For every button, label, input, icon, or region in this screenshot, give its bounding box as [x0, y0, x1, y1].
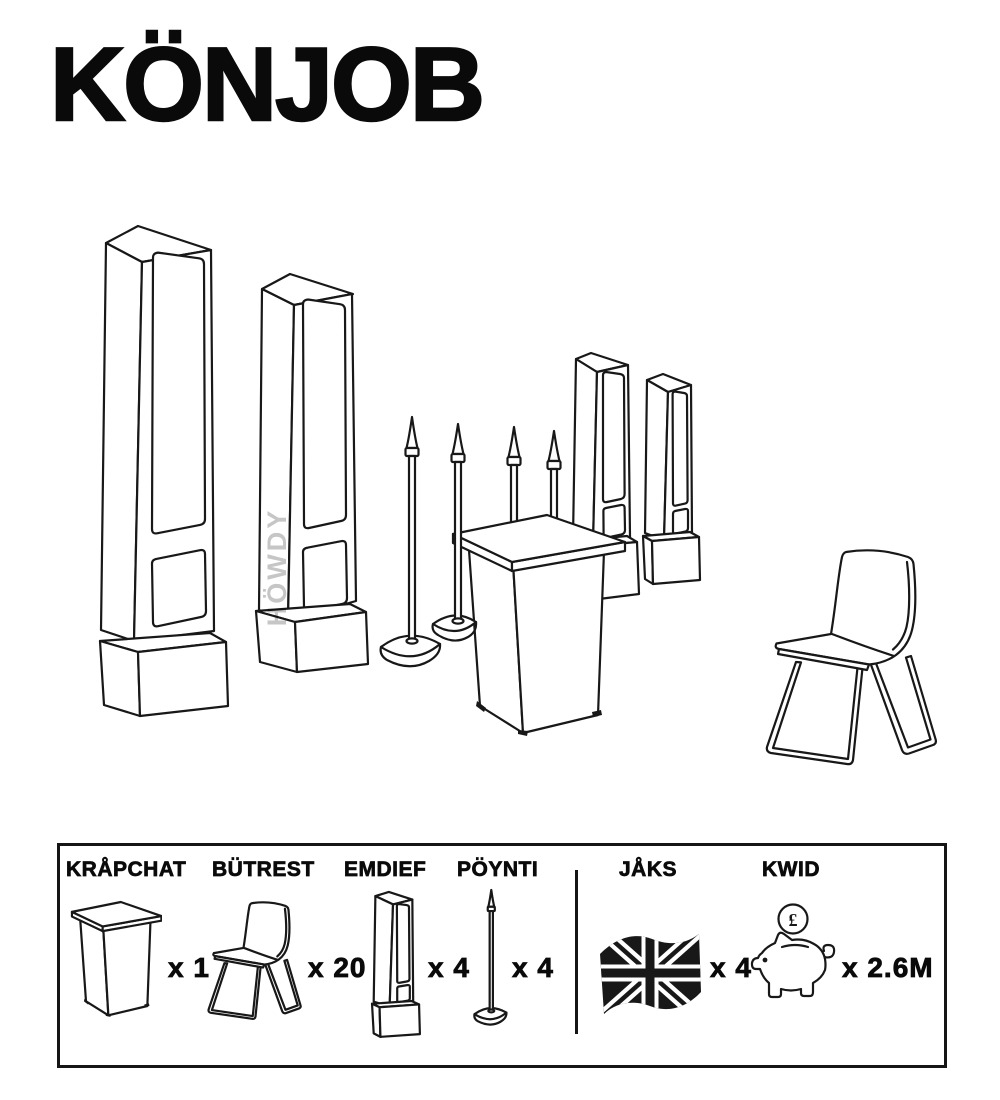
- part-count-emdief: x 4: [428, 952, 470, 983]
- part-count-krapchat: x 1: [168, 952, 210, 983]
- spike-pole-back-left-drawing: [508, 427, 521, 525]
- part-count-butrest: x 20: [308, 952, 367, 983]
- page-title: KÖNJOB: [50, 27, 483, 143]
- part-count-kwid: x 2.6M: [842, 952, 934, 983]
- chair-icon: [205, 898, 303, 1022]
- part-label-emdief: EMDIEF: [344, 858, 427, 881]
- security-gate-large-left-drawing: [100, 226, 228, 716]
- panel-divider: [575, 870, 578, 1034]
- part-label-butrest: BÜTREST: [212, 858, 315, 881]
- part-label-poynti: PÖYNTI: [457, 858, 539, 881]
- part-label-krapchat: KRÅPCHAT: [66, 858, 187, 881]
- podium-drawing: [453, 515, 625, 736]
- spike-pole-back-right-drawing: [548, 431, 561, 527]
- chair-drawing: [767, 550, 936, 764]
- watermark: HÖWDY: [262, 507, 292, 627]
- podium-icon: [70, 900, 162, 1018]
- part-label-kwid: KWID: [762, 858, 820, 881]
- security-gate-small-right-drawing: [643, 374, 700, 584]
- part-count-poynti: x 4: [512, 952, 554, 983]
- part-count-jaks: x 4: [710, 952, 752, 983]
- spike-pole-front-left-drawing: [381, 417, 440, 666]
- coin-pound-symbol: £: [788, 910, 798, 930]
- union-jack-flag-icon: [598, 928, 703, 1020]
- spike-pole-icon: [472, 888, 509, 1028]
- parts-panel: [57, 843, 947, 1068]
- piggy-bank-icon: [738, 902, 842, 1012]
- part-label-jaks: JÅKS: [619, 858, 678, 881]
- security-gate-icon: [370, 890, 422, 1039]
